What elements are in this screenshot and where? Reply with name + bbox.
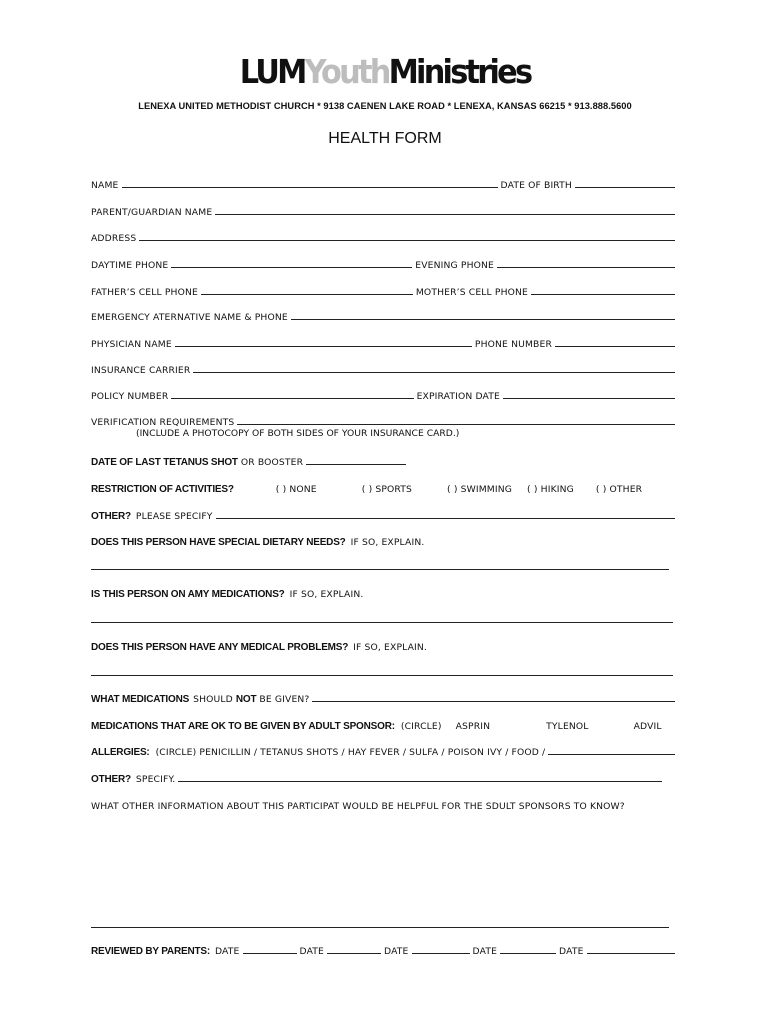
restriction-sports-checkbox[interactable]: ( ) SPORTS bbox=[361, 484, 413, 495]
daytime-phone-label: DAYTIME PHONE bbox=[91, 260, 169, 271]
advil-option[interactable]: ADVIL bbox=[633, 721, 662, 732]
mother-cell-field[interactable] bbox=[531, 294, 675, 295]
expiration-label: EXPIRATION DATE bbox=[416, 391, 500, 402]
please-specify-label: PLEASE SPECIFY bbox=[135, 511, 213, 522]
medical-problems-explain-label: IF SO, EXPLAIN. bbox=[353, 642, 427, 653]
tetanus-row bbox=[91, 452, 678, 468]
tetanus-field[interactable] bbox=[306, 464, 406, 465]
restriction-none-checkbox[interactable]: ( ) NONE bbox=[275, 484, 317, 495]
date-field-1[interactable] bbox=[243, 953, 297, 954]
other-allergy-row bbox=[91, 769, 665, 785]
address-row bbox=[91, 228, 678, 244]
date-field-3[interactable] bbox=[412, 953, 470, 954]
father-cell-label: FATHER’S CELL PHONE bbox=[91, 287, 198, 298]
policy-row bbox=[91, 386, 678, 402]
phone-number-label: PHONE NUMBER bbox=[474, 339, 552, 350]
medications-answer-line[interactable] bbox=[91, 622, 673, 623]
mother-cell-label: MOTHER’S CELL PHONE bbox=[415, 287, 528, 298]
dietary-explain-label: IF SO, EXPLAIN. bbox=[350, 537, 425, 548]
evening-phone-label: EVENING PHONE bbox=[415, 260, 494, 271]
emergency-label: EMERGENCY ATERNATIVE NAME & PHONE bbox=[91, 312, 288, 323]
lum-youth-ministries-logo bbox=[31, 50, 739, 94]
other-allergy-label: OTHER? bbox=[91, 774, 131, 785]
verification-note: (INCLUDE A PHOTOCOPY OF BOTH SIDES OF YOUR INSURANCE CARD.) bbox=[136, 428, 460, 439]
medications-label: IS THIS PERSON ON AMY MEDICATIONS? bbox=[91, 589, 285, 600]
physician-row bbox=[91, 334, 678, 350]
not-given-label-2: SHOULD bbox=[193, 694, 233, 705]
reviewed-row bbox=[91, 941, 678, 957]
specify-label: SPECIFY. bbox=[135, 774, 176, 785]
medical-problems-label: DOES THIS PERSON HAVE ANY MEDICAL PROBLEMS? bbox=[91, 642, 349, 653]
date-label-5: DATE bbox=[559, 946, 584, 957]
other-info-label: WHAT OTHER INFORMATION ABOUT THIS PARTICIPAT WOULD BE HELPFUL FOR THE SDULT SPONSORS TO KNOW? bbox=[91, 801, 625, 812]
not-given-label-1: WHAT MEDICATIONS bbox=[91, 694, 190, 705]
dob-label: DATE OF BIRTH bbox=[500, 180, 572, 191]
verification-field[interactable] bbox=[237, 424, 675, 425]
date-label-4: DATE bbox=[472, 946, 498, 957]
tylenol-option[interactable]: TYLENOL bbox=[546, 721, 589, 732]
policy-field[interactable] bbox=[171, 398, 413, 399]
not-given-label-3: NOT bbox=[235, 694, 257, 705]
insurance-row bbox=[91, 360, 678, 376]
parent-label: PARENT/GUARDIAN NAME bbox=[91, 207, 213, 218]
expiration-field[interactable] bbox=[503, 398, 675, 399]
ok-medications-label: MEDICATIONS THAT ARE OK TO BE GIVEN BY ADULT SPONSOR: bbox=[91, 721, 395, 732]
parent-field[interactable] bbox=[215, 214, 675, 215]
tetanus-label: DATE OF LAST TETANUS SHOT bbox=[91, 457, 238, 468]
date-label-2: DATE bbox=[299, 946, 325, 957]
name-field[interactable] bbox=[122, 187, 498, 188]
physician-field[interactable] bbox=[175, 346, 472, 347]
emergency-field[interactable] bbox=[291, 319, 675, 320]
dietary-row bbox=[91, 532, 678, 548]
other-specify-field[interactable] bbox=[216, 518, 675, 519]
allergies-options[interactable]: (CIRCLE) PENICILLIN / TETANUS SHOTS / HAY FEVER / SULFA / POISON IVY / FOOD / bbox=[155, 747, 546, 758]
insurance-field[interactable] bbox=[193, 372, 675, 373]
ok-medications-row bbox=[91, 716, 678, 732]
asprin-option[interactable]: ASPRIN bbox=[455, 721, 491, 732]
emergency-row bbox=[91, 307, 678, 323]
not-given-label-4: BE GIVEN? bbox=[259, 694, 310, 705]
other-info-row bbox=[91, 796, 678, 812]
medical-problems-answer-line[interactable] bbox=[91, 675, 673, 676]
medications-row bbox=[91, 584, 678, 600]
name-label: NAME bbox=[91, 180, 119, 191]
medications-explain-label: IF SO, EXPLAIN. bbox=[289, 589, 364, 600]
allergies-label: ALLERGIES: bbox=[91, 747, 150, 758]
restriction-row bbox=[91, 479, 678, 495]
parent-row bbox=[91, 202, 678, 218]
dietary-label: DOES THIS PERSON HAVE SPECIAL DIETARY NEEDS? bbox=[91, 537, 346, 548]
logo-ministries: Ministries bbox=[388, 52, 531, 91]
restriction-swimming-checkbox[interactable]: ( ) SWIMMING bbox=[447, 484, 513, 495]
date-label-3: DATE bbox=[384, 946, 409, 957]
physician-label: PHYSICIAN NAME bbox=[91, 339, 172, 350]
church-address-line: LENEXA UNITED METHODIST CHURCH * 9138 CAENEN LAKE ROAD * LENEXA, KANSAS 66215 * 913.888.5600 bbox=[138, 101, 632, 111]
policy-label: POLICY NUMBER bbox=[91, 391, 169, 402]
verification-label: VERIFICATION REQUIREMENTS bbox=[91, 417, 235, 428]
page-title: HEALTH FORM bbox=[328, 130, 442, 147]
date-field-4[interactable] bbox=[500, 953, 556, 954]
dietary-answer-line[interactable] bbox=[91, 569, 669, 570]
daytime-phone-field[interactable] bbox=[171, 267, 412, 268]
restriction-other-checkbox[interactable]: ( ) OTHER bbox=[595, 484, 643, 495]
verification-row bbox=[91, 412, 678, 428]
cell-phone-row bbox=[91, 282, 678, 298]
allergies-row bbox=[91, 742, 678, 758]
other-allergy-field[interactable] bbox=[178, 781, 662, 782]
dob-field[interactable] bbox=[575, 187, 675, 188]
address-field[interactable] bbox=[139, 240, 675, 241]
phone-number-field[interactable] bbox=[555, 346, 675, 347]
father-cell-field[interactable] bbox=[201, 294, 413, 295]
date-label-1: DATE bbox=[214, 946, 240, 957]
allergies-field[interactable] bbox=[548, 754, 675, 755]
logo-youth: Youth bbox=[304, 52, 389, 91]
evening-phone-field[interactable] bbox=[497, 267, 675, 268]
booster-label: OR BOOSTER bbox=[240, 457, 304, 468]
date-field-5[interactable] bbox=[587, 953, 675, 954]
phone-row bbox=[91, 255, 678, 271]
other-label: OTHER? bbox=[91, 511, 131, 522]
address-label: ADDRESS bbox=[91, 233, 137, 244]
name-dob-row bbox=[91, 175, 678, 191]
other-info-answer-line[interactable] bbox=[91, 927, 669, 928]
not-given-field[interactable] bbox=[312, 701, 675, 702]
ok-circle-label: (CIRCLE) bbox=[400, 721, 442, 732]
insurance-label: INSURANCE CARRIER bbox=[91, 365, 191, 376]
medical-problems-row bbox=[91, 637, 678, 653]
not-given-row bbox=[91, 689, 678, 705]
other-specify-row bbox=[91, 506, 678, 522]
restriction-label: RESTRICTION OF ACTIVITIES? bbox=[91, 484, 234, 495]
restriction-hiking-checkbox[interactable]: ( ) HIKING bbox=[527, 484, 574, 495]
reviewed-label: REVIEWED BY PARENTS: bbox=[91, 946, 210, 957]
logo-lum: LUM bbox=[239, 52, 305, 91]
date-field-2[interactable] bbox=[327, 953, 381, 954]
